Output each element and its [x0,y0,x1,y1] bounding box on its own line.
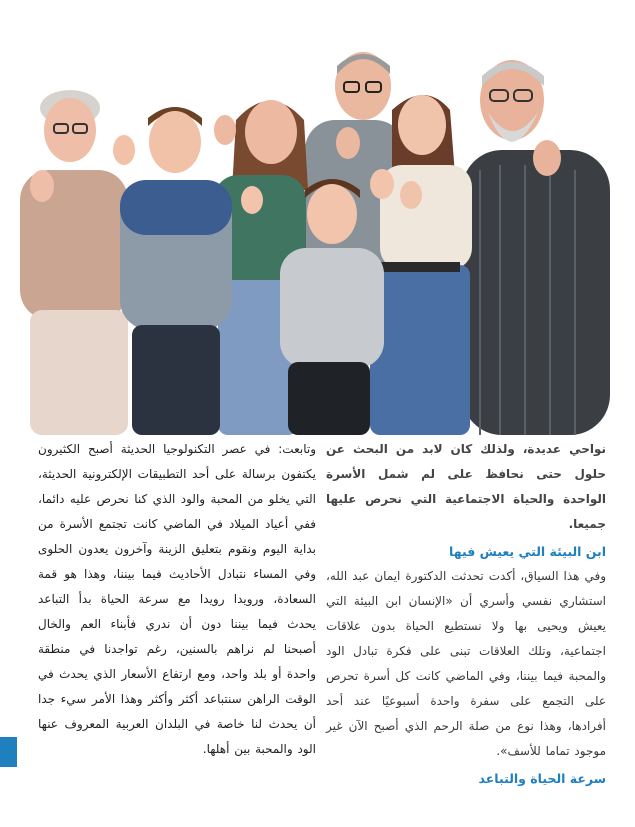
paragraph-technology: وتابعت: في عصر التكنولوجيا الحديثة أصبح الكثيرون يكتفون برسالة على أحد التطبيقات الإلكترونية الحديثة، التي يخلو من المحبة والود الذي كنا نحرص عليه دائما، ففي أعياد الميلاد في الماضي كانت تجتمع الأسرة من بداية اليوم ونقوم بتعليق الزينة وآخرون يعدون الحلوى وفي المساء نتبادل الأحاديث فيما بيننا، وهذا هو قمة السعادة، ورويدا رويدا مع سرعة الحياة بدأ التباعد يحدث فيما بيننا دون أن ندري فأبناء العم والخال أصبحنا لم نراهم بالسنين، رغم تواجدنا في منطقة واحدة أو بلد واحد، ومع ارتفاع الأسعار الذي يحدث في الوقت الراهن سنتباعد أكثر وأكثر وهذا الأمر سيء جدا أن يحدث لنا خاصة في البلدان العربية المعروف عنها الود والمحبة بين أهلها. [38,442,316,756]
article-right-column [326,437,606,791]
section-heading-environment: ابن البيئة التي يعيش فيها [449,544,606,559]
paragraph-environment: وفي هذا السياق، أكدت تحدثت الدكتورة ايمان عبد الله، استشاري نفسي وأسري أن «الإنسان ابن البيئة التي يعيش ويحيى بها ولا نستطيع الحياة بدون علاقات اجتماعية، وتلك العلاقات تبنى على فكرة تبادل الود والمحبة فيما بيننا، وفي الماضي كانت كل أسرة تحرص على التجمع على سفرة واحدة أسبوعيًا عند أحد أفرادها، وهذا نوع من صلة الرحم الذي أصبح الآن غير موجود تماما للأسف». [326,569,606,758]
article-left-column [38,437,316,762]
page-edge-tab [0,737,17,767]
intro-paragraph: نواحي عديدة، ولذلك كان لابد من البحث عن حلول حتى نحافظ على لم شمل الأسرة الواحدة والحياة الاجتماعية التي نحرص عليها جميعا. [326,442,606,531]
section-heading-pace-of-life: سرعة الحياة والتباعد [478,771,606,786]
